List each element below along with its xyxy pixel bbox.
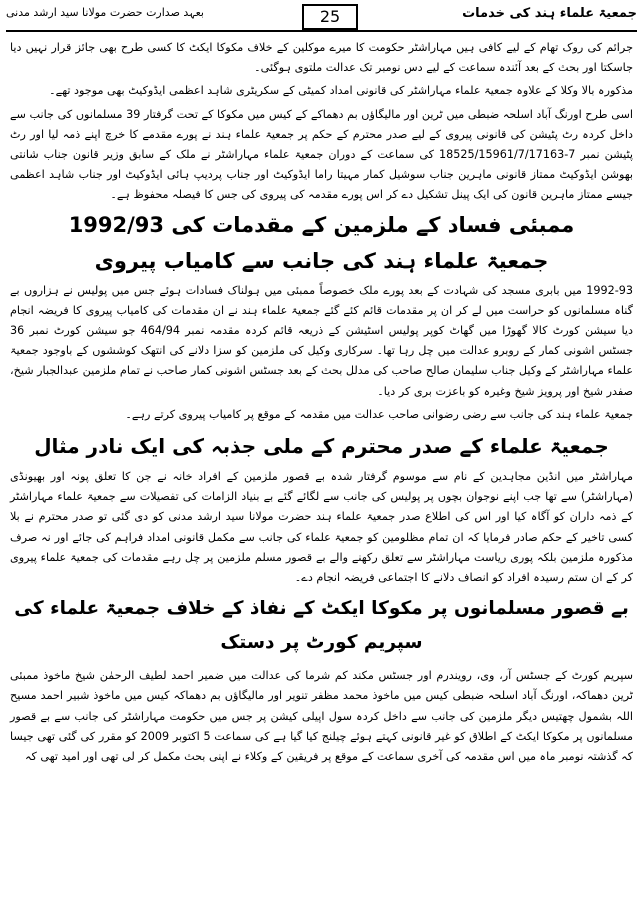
header-left-title: بعہد صدارت حضرت مولانا سید ارشد مدنی (6, 6, 204, 19)
header-right-title: جمعیۃ علماء ہند کی خدمات (462, 6, 637, 21)
section-title-3: بے قصور مسلمانوں پر مکوکا ایکٹ کے نفاذ کے خلاف جمعیۃ علماء کی سپریم کورٹ پر دستک (14, 598, 629, 654)
page-header (6, 4, 637, 32)
section-title-1a: ممبئی فساد کے ملزمین کے مقدمات کی 1992/93 (68, 212, 575, 237)
page-number: 25 (302, 4, 358, 30)
paragraph: جرائم کی روک تھام کے لیے کافی ہیں مہاراشٹر حکومت کا میرے موکلین کے خلاف مکوکا ایکٹ کا کسی طرح بھی جائز قرار نہیں دیا جاسکتا اور بحث کے بعد آئندہ سماعت کے لیے دس نومبر تک عدالت ملتوی ہوگئی۔ (10, 41, 633, 75)
paragraph: 1992-93 میں بابری مسجد کی شہادت کے بعد پورے ملک خصوصاً ممبئی میں ہولناک فسادات ہوئے جس میں پولیس نے ہزاروں بے گناہ مسلمانوں کو حراست میں لے کر ان پر مقدمات قائم کئے گئے جمعیۃ علماء ہند نے ان مقدمات کی کامیاب پیروی کا فریضہ انجام دیا سیشن کورٹ کالا گھوڑا میں گھاٹ کوپر پولیس اسٹیشن کے ذریعہ قائم کردہ مقدمہ نمبر 464/94 جو سیشن کورٹ نمبر 36 جسٹس اشونی کمار کے روبرو عدالت میں چل رہا تھا۔ سرکاری وکیل کی ملزمین کو سزا دلانے کی انتھک کوششوں کے باوجود جمعیۃ علماء مہاراشٹر کے وکیل جناب سلیمان صالح صاحب کی مدلل بحث کے بعد جسٹس اشونی کمار صاحب نے تمام ملزمین عبدالجبار شیخ، صفدر شیخ اور پرویز شیخ وغیرہ کو باعزت بری کر دیا۔ (10, 283, 633, 398)
paragraph: اسی طرح اورنگ آباد اسلحہ ضبطی میں ٹرین اور مالیگاؤں بم دھماکے کے کیس میں مکوکا کے تحت گرفتار 39 مسلمانوں کی جانب سے داخل کردہ رٹ پٹیشن کی قانونی پیروی کے لیے صدر محترم کے حکم پر جمعیۃ علماء ہند نے پورے مقدمے کا خرچ اپنے ذمہ لیا اور رٹ پٹیشن نمبر 7-18525/15961/7/17163 کی سماعت کے دوران جمعیۃ علماء مہاراشٹر نے ملک کے سابق وزیر قانون جناب شانتی بھوشن ایڈوکیٹ ممتاز قانونی ماہرین جناب سوشیل کمار مہیتا راما ایڈوکیٹ اور جناب پردیپ ہائی ایڈوکیٹ اور جناب شاہد اعظمی جیسے ممتاز ماہرین قانون کی ایک پینل تشکیل دے کر اس پورے مقدمہ کی پیروی کی جس کا فیصلہ محفوظ ہے۔ (10, 107, 634, 202)
section-title-2: جمعیۃ علماء کے صدر محترم کے ملی جذبہ کی ایک نادر مثال (34, 434, 609, 459)
section-title-1b: جمعیۃ علماء ہند کی جانب سے کامیاب پیروی (94, 248, 549, 273)
page-body (10, 38, 633, 770)
paragraph: مذکورہ بالا وکلا کے علاوہ جمعیۃ علماء مہاراشٹر کی قانونی امداد کمیٹی کے سکریٹری شاہد اعظمی ایڈوکیٹ بھی موجود تھے۔ (49, 84, 633, 98)
paragraph: مہاراشٹر میں انڈین مجاہدین کے نام سے موسوم گرفتار شدہ بے قصور ملزمین کے افراد خانہ نے جن کا تعلق پونہ اور بھیونڈی (مہاراشٹر) سے تھا جب اپنے نوجوان بچوں پر پولیس کی جانب سے لگائے گئے بے بنیاد الزامات کی تفصیلات سے جمعیۃ علماء مہاراشٹر کے ذمہ داران کو آگاہ کیا اور اس کی اطلاع صدر جمعیۃ علماء ہند حضرت مولانا سید ارشد مدنی کو دی گئی تو صدر محترم نے بلا کسی تاخیر کے حکم صادر فرمایا کہ ان تمام مظلومین کو جمعیۃ علماء کی جانب سے مکمل قانونی امداد فراہم کی جائے اور نہ صرف مذکورہ ملزمین بلکہ پوری ریاست مہاراشٹر سے تعلق رکھنے والے بے قصور مسلم ملزمین پر چل رہے مقدمات کی جمعیۃ علماء پیروی کر کے ان ستم رسیدہ افراد کو انصاف دلانے کا اجتماعی فریضہ انجام دے۔ (10, 470, 633, 585)
paragraph: سپریم کورٹ کے جسٹس آر، وی، رویندرم اور جسٹس مکند کم شرما کی عدالت میں ضمیر احمد لطیف الرحمٰن شیخ ماخوذ ممبئی ٹرین دھماکہ، اورنگ آباد اسلحہ ضبطی کیس میں ماخوذ محمد مظفر تنویر اور مالیگاؤں بم دھماکہ کیس میں ماخوذ شبیر احمد مسیح اللہ بشمول چھتیس دیگر ملزمین کی جانب سے داخل کردہ سول اپیلی کیشن پر جس میں حکومت مہاراشٹر کی جانب سے بے قصور مسلمانوں پر مکوکا ایکٹ کے اطلاق کو غیر قانونی کہتے ہوئے چیلنج کیا گیا ہے کی سماعت 5 اکتوبر 2009 کو مقرر کی گئی تھی جیسا کہ گذشتہ نومبر ماہ میں اس مقدمہ کی آخری سماعت کے موقع پر فریقین کے وکلاء نے اپنی بحث مکمل کر لی تھی اور امید تھی کہ (10, 669, 633, 764)
paragraph: جمعیۃ علماء ہند کی جانب سے رضی رضوانی صاحب عدالت میں مقدمہ کے موقع پر کامیاب پیروی کرتے رہے۔ (125, 407, 633, 421)
